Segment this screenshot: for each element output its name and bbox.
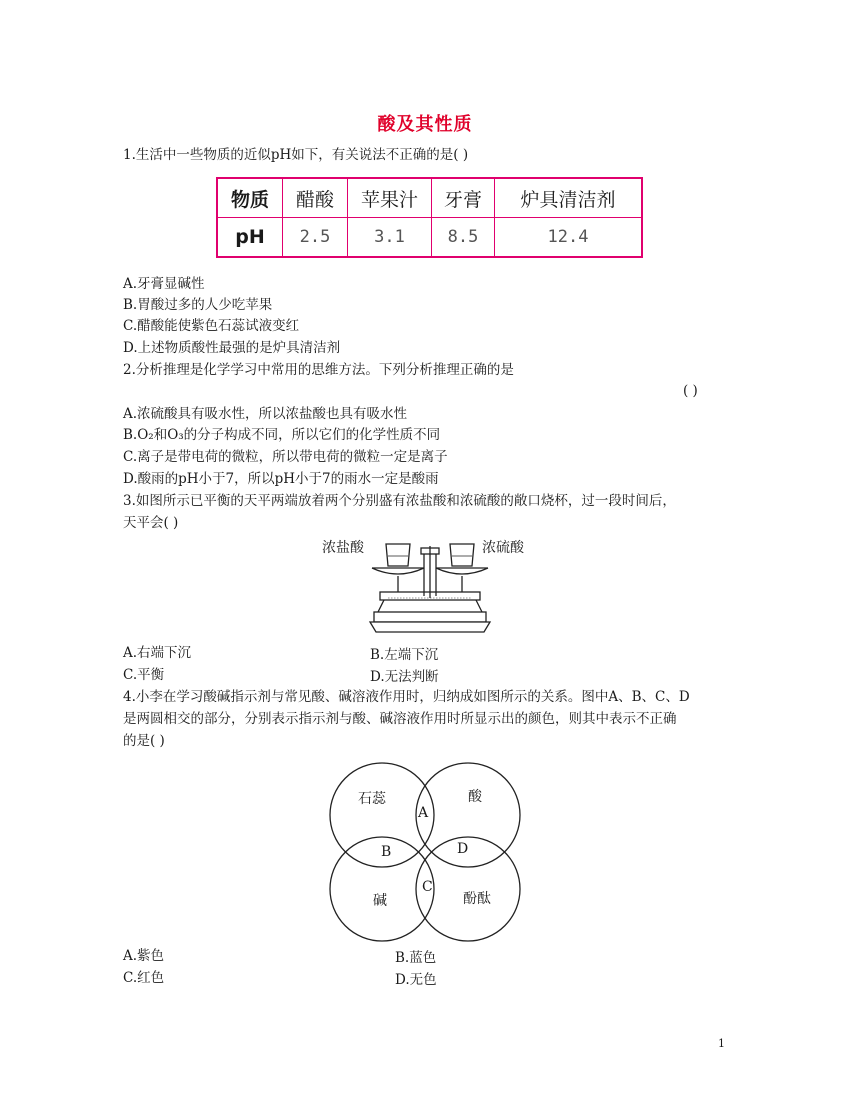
q2-option-a: A.浓硫酸具有吸水性，所以浓盐酸也具有吸水性 (123, 406, 408, 422)
q3-stem-line2: 天平会( ) (123, 515, 179, 531)
table-cell: 3.1 (348, 218, 432, 258)
q1-option-b: B.胃酸过多的人少吃苹果 (123, 297, 273, 313)
circle-label-litmus: 石蕊 (358, 791, 386, 807)
table-cell: 8.5 (432, 218, 495, 258)
table-header-cell: 苹果汁 (348, 178, 432, 218)
right-beaker-label: 浓硫酸 (482, 540, 524, 556)
q4-option-b: B.蓝色 (395, 950, 437, 966)
q4-option-d: D.无色 (395, 972, 437, 988)
q3-stem-line1: 3.如图所示已平衡的天平两端放着两个分别盛有浓盐酸和浓硫酸的敞口烧杯，过一段时间后， (123, 493, 676, 509)
circle-label-phenolphthalein: 酚酞 (463, 891, 491, 907)
q3-option-c: C.平衡 (123, 667, 165, 683)
region-label-a: A (418, 805, 429, 821)
q4-stem-line3: 的是( ) (123, 733, 165, 749)
table-row (217, 178, 642, 218)
q4-option-c: C.红色 (123, 970, 165, 986)
region-label-d: D (457, 841, 469, 857)
q2-answer-paren: ( ) (683, 383, 698, 399)
q4-option-a: A.紫色 (123, 948, 165, 964)
table-header-cell: 醋酸 (283, 178, 348, 218)
table-cell: 2.5 (283, 218, 348, 258)
q2-option-c: C.离子是带电荷的微粒，所以带电荷的微粒一定是离子 (123, 449, 448, 465)
q1-option-d: D.上述物质酸性最强的是炉具清洁剂 (123, 340, 341, 356)
table-row (217, 218, 642, 258)
region-label-c: C (422, 879, 433, 895)
q1-option-a: A.牙膏显碱性 (123, 276, 205, 292)
q3-option-b: B.左端下沉 (370, 647, 439, 663)
circle-label-acid: 酸 (468, 789, 482, 805)
page-title: 酸及其性质 (377, 114, 473, 135)
q2-option-b: B.O₂和O₃的分子构成不同，所以它们的化学性质不同 (123, 427, 441, 443)
table-header-cell: 牙膏 (432, 178, 495, 218)
left-beaker-label: 浓盐酸 (322, 540, 364, 556)
region-label-b: B (381, 844, 392, 860)
q1-stem: 1.生活中一些物质的近似pH如下，有关说法不正确的是( ) (123, 147, 469, 163)
circle-label-base: 碱 (373, 893, 387, 909)
q3-option-d: D.无法判断 (370, 669, 439, 685)
q4-stem-line1: 4.小李在学习酸碱指示剂与常见酸、碱溶液作用时，归纳成如图所示的关系。图中A、B、C、D (123, 689, 690, 705)
table-cell: pH (217, 218, 283, 258)
table-cell: 12.4 (495, 218, 643, 258)
q2-stem: 2.分析推理是化学学习中常用的思维方法。下列分析推理正确的是 (123, 362, 514, 378)
q4-stem-line2: 是两圆相交的部分，分别表示指示剂与酸、碱溶液作用时所显示出的颜色，则其中表示不正确 (123, 711, 677, 727)
indicator-venn-figure (325, 755, 525, 945)
q2-option-d: D.酸雨的pH小于7，所以pH小于7的雨水一定是酸雨 (123, 471, 439, 487)
page-number: 1 (718, 1037, 725, 1050)
ph-table (216, 177, 643, 258)
table-header-cell: 炉具清洁剂 (495, 178, 643, 218)
q3-option-a: A.右端下沉 (123, 645, 192, 661)
table-header-cell: 物质 (217, 178, 283, 218)
balance-figure (318, 536, 530, 638)
q1-option-c: C.醋酸能使紫色石蕊试液变红 (123, 318, 300, 334)
